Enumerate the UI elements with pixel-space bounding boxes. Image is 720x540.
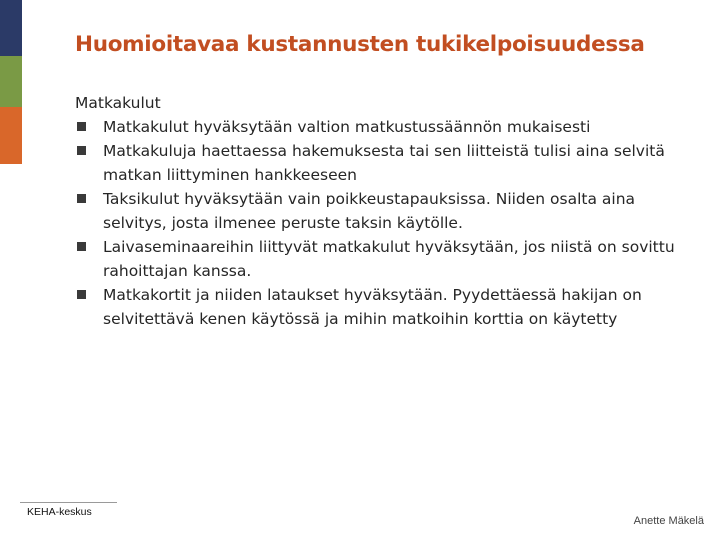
- bullet-text: Matkakortit ja niiden lataukset hyväksytään. Pyydettäessä hakijan on selvitettävä kenen käytössä ja mihin matkoihin korttia on käytetty: [103, 286, 642, 328]
- bullet-item: [75, 283, 675, 331]
- slide-body: [75, 91, 675, 331]
- slide-title: Huomioitavaa kustannusten tukikelpoisuudessa: [75, 32, 645, 57]
- bullet-item: [75, 115, 675, 139]
- bullet-text: Matkakuluja haettaessa hakemuksesta tai sen liitteistä tulisi aina selvitä matkan liittyminen hankkeeseen: [103, 142, 665, 184]
- bullet-text: Taksikulut hyväksytään vain poikkeustapauksissa. Niiden osalta aina selvitys, josta ilmenee peruste taksin käytölle.: [103, 190, 636, 232]
- bullet-item: [75, 187, 675, 235]
- footer-author: Anette Mäkelä: [633, 515, 704, 527]
- bullet-list: [75, 115, 675, 331]
- square-bullet-icon: [77, 194, 86, 203]
- square-bullet-icon: [77, 146, 86, 155]
- accent-stripe-green: [0, 56, 22, 107]
- square-bullet-icon: [77, 122, 86, 131]
- bullet-text: Laivaseminaareihin liittyvät matkakulut hyväksytään, jos niistä on sovittu rahoittajan kanssa.: [103, 238, 675, 280]
- bullet-item: [75, 139, 675, 187]
- footer-divider: [20, 502, 117, 503]
- square-bullet-icon: [77, 290, 86, 299]
- footer-organization: KEHA-keskus: [27, 506, 92, 518]
- section-heading: Matkakulut: [75, 94, 161, 112]
- bullet-item: [75, 235, 675, 283]
- bullet-text: Matkakulut hyväksytään valtion matkustussäännön mukaisesti: [103, 118, 591, 136]
- accent-stripe-navy: [0, 0, 22, 56]
- accent-stripe-orange: [0, 107, 22, 164]
- square-bullet-icon: [77, 242, 86, 251]
